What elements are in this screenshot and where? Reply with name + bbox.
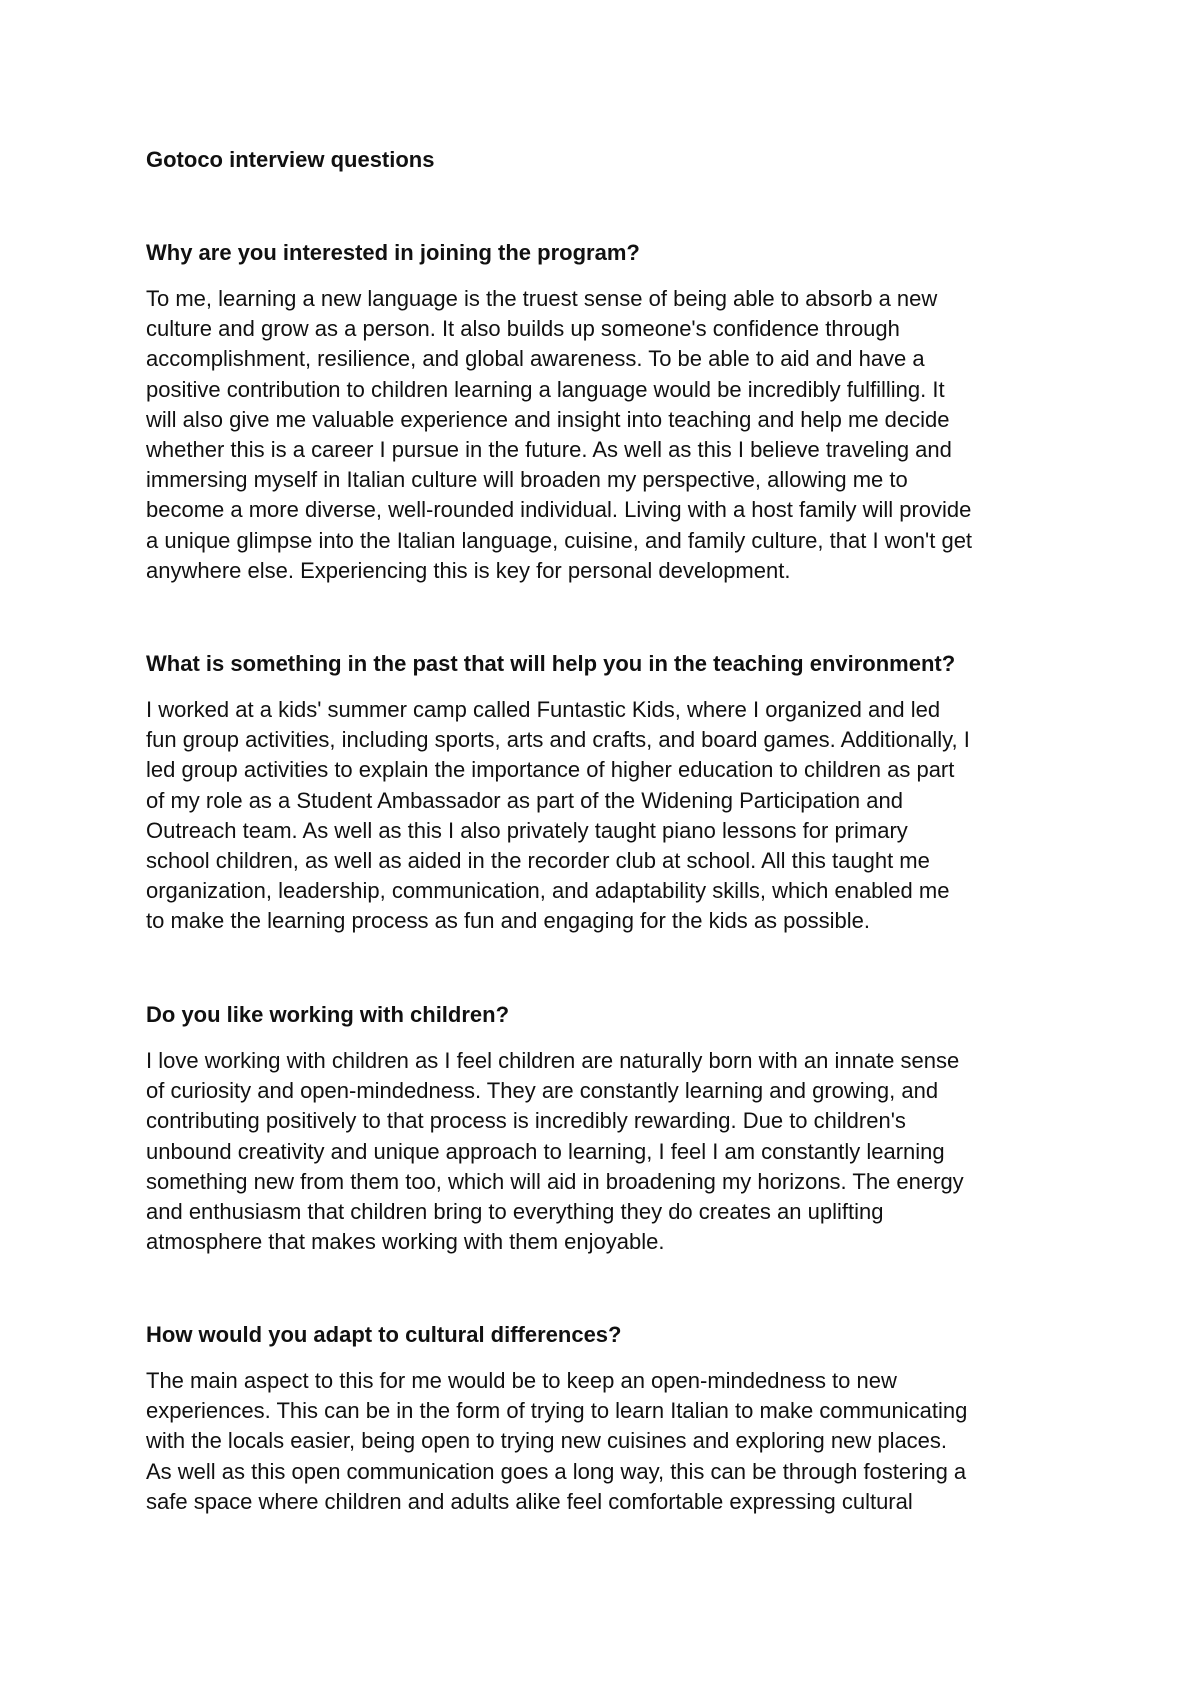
answer-paragraph xyxy=(146,284,1066,586)
answer-line: accomplishment, resilience, and global awareness. To be able to aid and have a xyxy=(146,346,925,372)
answer-line: a unique glimpse into the Italian language, cuisine, and family culture, that I won't get xyxy=(146,527,973,553)
answer-line: I love working with children as I feel children are naturally born with an innate sense xyxy=(146,1048,960,1073)
answer-line: To me, learning a new language is the truest sense of being able to absorb a new xyxy=(146,286,938,311)
answer-line: of curiosity and open-mindedness. They are constantly learning and growing, and xyxy=(146,1078,939,1104)
answer-line: whether this is a career I pursue in the future. As well as this I believe traveling and xyxy=(146,437,952,463)
answer-line: culture and grow as a person. It also builds up someone's confidence through xyxy=(146,316,900,342)
answer-line: atmosphere that makes working with them enjoyable. xyxy=(146,1229,665,1255)
answer-line: I worked at a kids' summer camp called Funtastic Kids, where I organized and led xyxy=(146,697,941,722)
document-title: Gotoco interview questions xyxy=(146,147,435,172)
answer-line: experiences. This can be in the form of trying to learn Italian to make communicating xyxy=(146,1398,968,1424)
answer-paragraph xyxy=(146,1046,1066,1257)
answer-line: and enthusiasm that children bring to everything they do creates an uplifting xyxy=(146,1199,884,1225)
answer-paragraph xyxy=(146,1366,1066,1517)
answer-line: Outreach team. As well as this I also privately taught piano lessons for primary xyxy=(146,817,908,843)
answer-line: become a more diverse, well-rounded individual. Living with a host family will provide xyxy=(146,497,972,523)
question-heading: How would you adapt to cultural differences? xyxy=(146,1322,622,1347)
answer-line: school children, as well as aided in the recorder club at school. All this taught me xyxy=(146,848,930,874)
answer-line: something new from them too, which will aid in broadening my horizons. The energy xyxy=(146,1168,964,1194)
answer-line: As well as this open communication goes a long way, this can be through fostering a xyxy=(146,1458,967,1484)
answer-line: positive contribution to children learning a language would be incredibly fulfilling. It xyxy=(146,376,945,402)
answer-line: fun group activities, including sports, arts and crafts, and board games. Additionally, I xyxy=(146,727,970,753)
answer-line: immersing myself in Italian culture will broaden my perspective, allowing me to xyxy=(146,467,908,493)
answer-line: organization, leadership, communication, and adaptability skills, which enabled me xyxy=(146,878,950,904)
answer-line: unbound creativity and unique approach to learning, I feel I am constantly learning xyxy=(146,1138,945,1164)
answer-line: anywhere else. Experiencing this is key for personal development. xyxy=(146,557,791,583)
answer-line: safe space where children and adults alike feel comfortable expressing cultural xyxy=(146,1488,913,1514)
question-heading: Do you like working with children? xyxy=(146,1002,510,1027)
answer-paragraph xyxy=(146,695,1066,937)
answer-line: contributing positively to that process is incredibly rewarding. Due to children's xyxy=(146,1108,906,1134)
answer-line: will also give me valuable experience and insight into teaching and help me decide xyxy=(146,406,950,432)
answer-line: of my role as a Student Ambassador as part of the Widening Participation and xyxy=(146,787,903,813)
answer-line: led group activities to explain the importance of higher education to children as part xyxy=(146,757,955,783)
question-heading: What is something in the past that will help you in the teaching environment? xyxy=(146,651,956,676)
answer-line: with the locals easier, being open to trying new cuisines and exploring new places. xyxy=(146,1428,948,1454)
answer-line: to make the learning process as fun and engaging for the kids as possible. xyxy=(146,908,871,934)
question-heading: Why are you interested in joining the program? xyxy=(146,240,640,265)
answer-line: The main aspect to this for me would be to keep an open-mindedness to new xyxy=(146,1368,897,1393)
